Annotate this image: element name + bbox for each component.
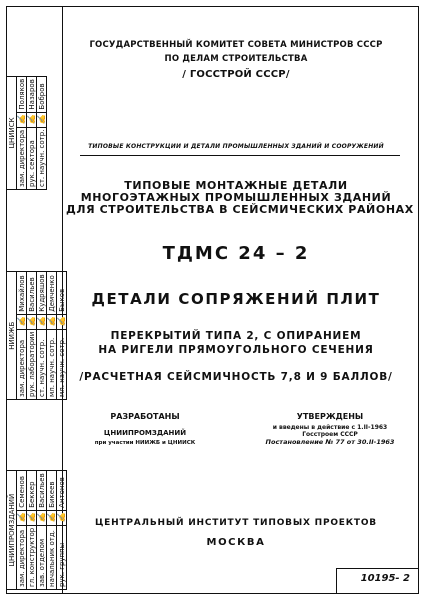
developed-block: [80, 412, 210, 446]
approved-effective: и введены в действие с 1.II-1963: [272, 424, 388, 431]
stamp-person: Васильев: [37, 471, 47, 511]
number-box-left: [336, 568, 337, 593]
subtitle-line-2: НА РИГЕЛИ ПРЯМОУГОЛЬНОГО СЕЧЕНИЯ: [98, 344, 374, 356]
stamp-person: Демченко: [47, 272, 57, 314]
stamp-role: зам. директора: [17, 525, 27, 589]
stamp-person: Назаров: [27, 76, 37, 112]
document-number: 10195- 2: [360, 573, 410, 584]
seismicity-note: /РАСЧЕТНАЯ СЕЙСМИЧНОСТЬ 7,8 И 9 БАЛЛОВ/: [79, 371, 393, 383]
number-box-top: [336, 568, 418, 569]
part-title: ДЕТАЛИ СОПРЯЖЕНИЙ ПЛИТ: [91, 290, 381, 308]
gosstroy-label: / ГОССТРОЙ СССР/: [182, 69, 290, 80]
committee-name: ГОСУДАРСТВЕННЫЙ КОМИТЕТ СОВЕТА МИНИСТРОВ СССР: [89, 40, 383, 50]
stamp-person: Васильев: [27, 272, 37, 314]
stamp-person: Бикеев: [47, 471, 57, 511]
stamp-person: Михайлов: [17, 272, 27, 314]
stamp-role: мл. научн. сотр.: [57, 329, 67, 399]
stamp-org: ЦНИИСК: [7, 76, 17, 189]
signature-icon: ✍: [47, 314, 57, 329]
stamp-role: гл. конструктор: [27, 525, 37, 589]
title-line-3: ДЛЯ СТРОИТЕЛЬСТВА В СЕЙСМИЧЕСКИХ РАЙОНАХ: [66, 203, 414, 216]
frame-top: [6, 6, 419, 7]
stamp-role: мл. научн. сотр.: [47, 329, 57, 399]
stamp-org: ЦНИИПРОМЗДАНИЙ: [7, 471, 17, 590]
developed-title: РАЗРАБОТАНЫ: [110, 412, 180, 421]
subtitle-line-1: ПЕРЕКРЫТИЙ ТИПА 2, С ОПИРАНИЕМ: [110, 330, 362, 342]
developed-participants: при участии НИИЖБ и ЦНИИСК: [94, 440, 196, 446]
signature-icon: ✍: [17, 112, 27, 127]
stamp-person: Антонов: [57, 471, 67, 511]
approval-stamp: [6, 60, 66, 590]
stamp-block-bottom: [6, 470, 67, 590]
signature-icon: ✍: [27, 314, 37, 329]
frame-bottom: [6, 593, 419, 594]
stamp-role: рук. сектора: [27, 127, 37, 189]
stamp-person: Семенов: [17, 471, 27, 511]
stamp-role: рук. лаборатории: [27, 329, 37, 399]
signature-icon: ✍: [37, 510, 47, 525]
approved-authority: Госстроем СССР: [302, 431, 358, 438]
signature-icon: ✍: [17, 510, 27, 525]
signature-icon: ✍: [27, 112, 37, 127]
stamp-person: Беккер: [27, 471, 37, 511]
stamp-org: НИИЖБ: [7, 272, 17, 400]
stamp-person: Бобров: [37, 76, 47, 112]
signature-icon: ✍: [27, 510, 37, 525]
stamp-role: начальник отд.: [47, 525, 57, 589]
city-name: МОСКВА: [206, 537, 266, 548]
signature-icon: ✍: [37, 314, 47, 329]
series-caption: ТИПОВЫЕ КОНСТРУКЦИИ И ДЕТАЛИ ПРОМЫШЛЕННЫХ ЗДАНИЙ И СООРУЖЕНИЙ: [88, 143, 384, 150]
institute-name: ЦЕНТРАЛЬНЫЙ ИНСТИТУТ ТИПОВЫХ ПРОЕКТОВ: [95, 518, 377, 528]
signature-icon: ✍: [17, 314, 27, 329]
stamp-person: Поляков: [17, 76, 27, 112]
signature-icon: ✍: [37, 112, 47, 127]
stamp-role: рук. группы: [57, 525, 67, 589]
signature-icon: ✍: [47, 510, 57, 525]
stamp-role: зав. отделом: [37, 525, 47, 589]
stamp-block-top: [6, 76, 47, 190]
title-line-2: МНОГОЭТАЖНЫХ ПРОМЫШЛЕННЫХ ЗДАНИЙ: [80, 191, 392, 204]
stamp-person: Кудряшов: [37, 272, 47, 314]
stamp-person: Быков: [57, 272, 67, 314]
stamp-block-middle: [6, 271, 67, 400]
committee-subname: ПО ДЕЛАМ СТРОИТЕЛЬСТВА: [164, 54, 308, 64]
title-line-1: ТИПОВЫЕ МОНТАЖНЫЕ ДЕТАЛИ: [124, 179, 348, 192]
signature-icon: ✍: [57, 510, 67, 525]
approved-block: [250, 412, 410, 446]
document-code: ТДМС 24 – 2: [162, 243, 310, 264]
developed-org: ЦНИИПРОМЗДАНИЙ: [103, 429, 187, 437]
signature-icon: ✍: [57, 314, 67, 329]
frame-right: [418, 6, 419, 594]
stamp-role: зам. директора: [17, 329, 27, 399]
approved-title: УТВЕРЖДЕНЫ: [296, 412, 364, 421]
stamp-role: ст. научн. сотр.: [37, 127, 47, 189]
stamp-role: зам. директора: [17, 127, 27, 189]
approved-decree: Постановление № 77 от 30.II-1963: [265, 438, 395, 446]
stamp-role: ст. научн. сотр.: [37, 329, 47, 399]
caption-rule: [80, 155, 400, 156]
